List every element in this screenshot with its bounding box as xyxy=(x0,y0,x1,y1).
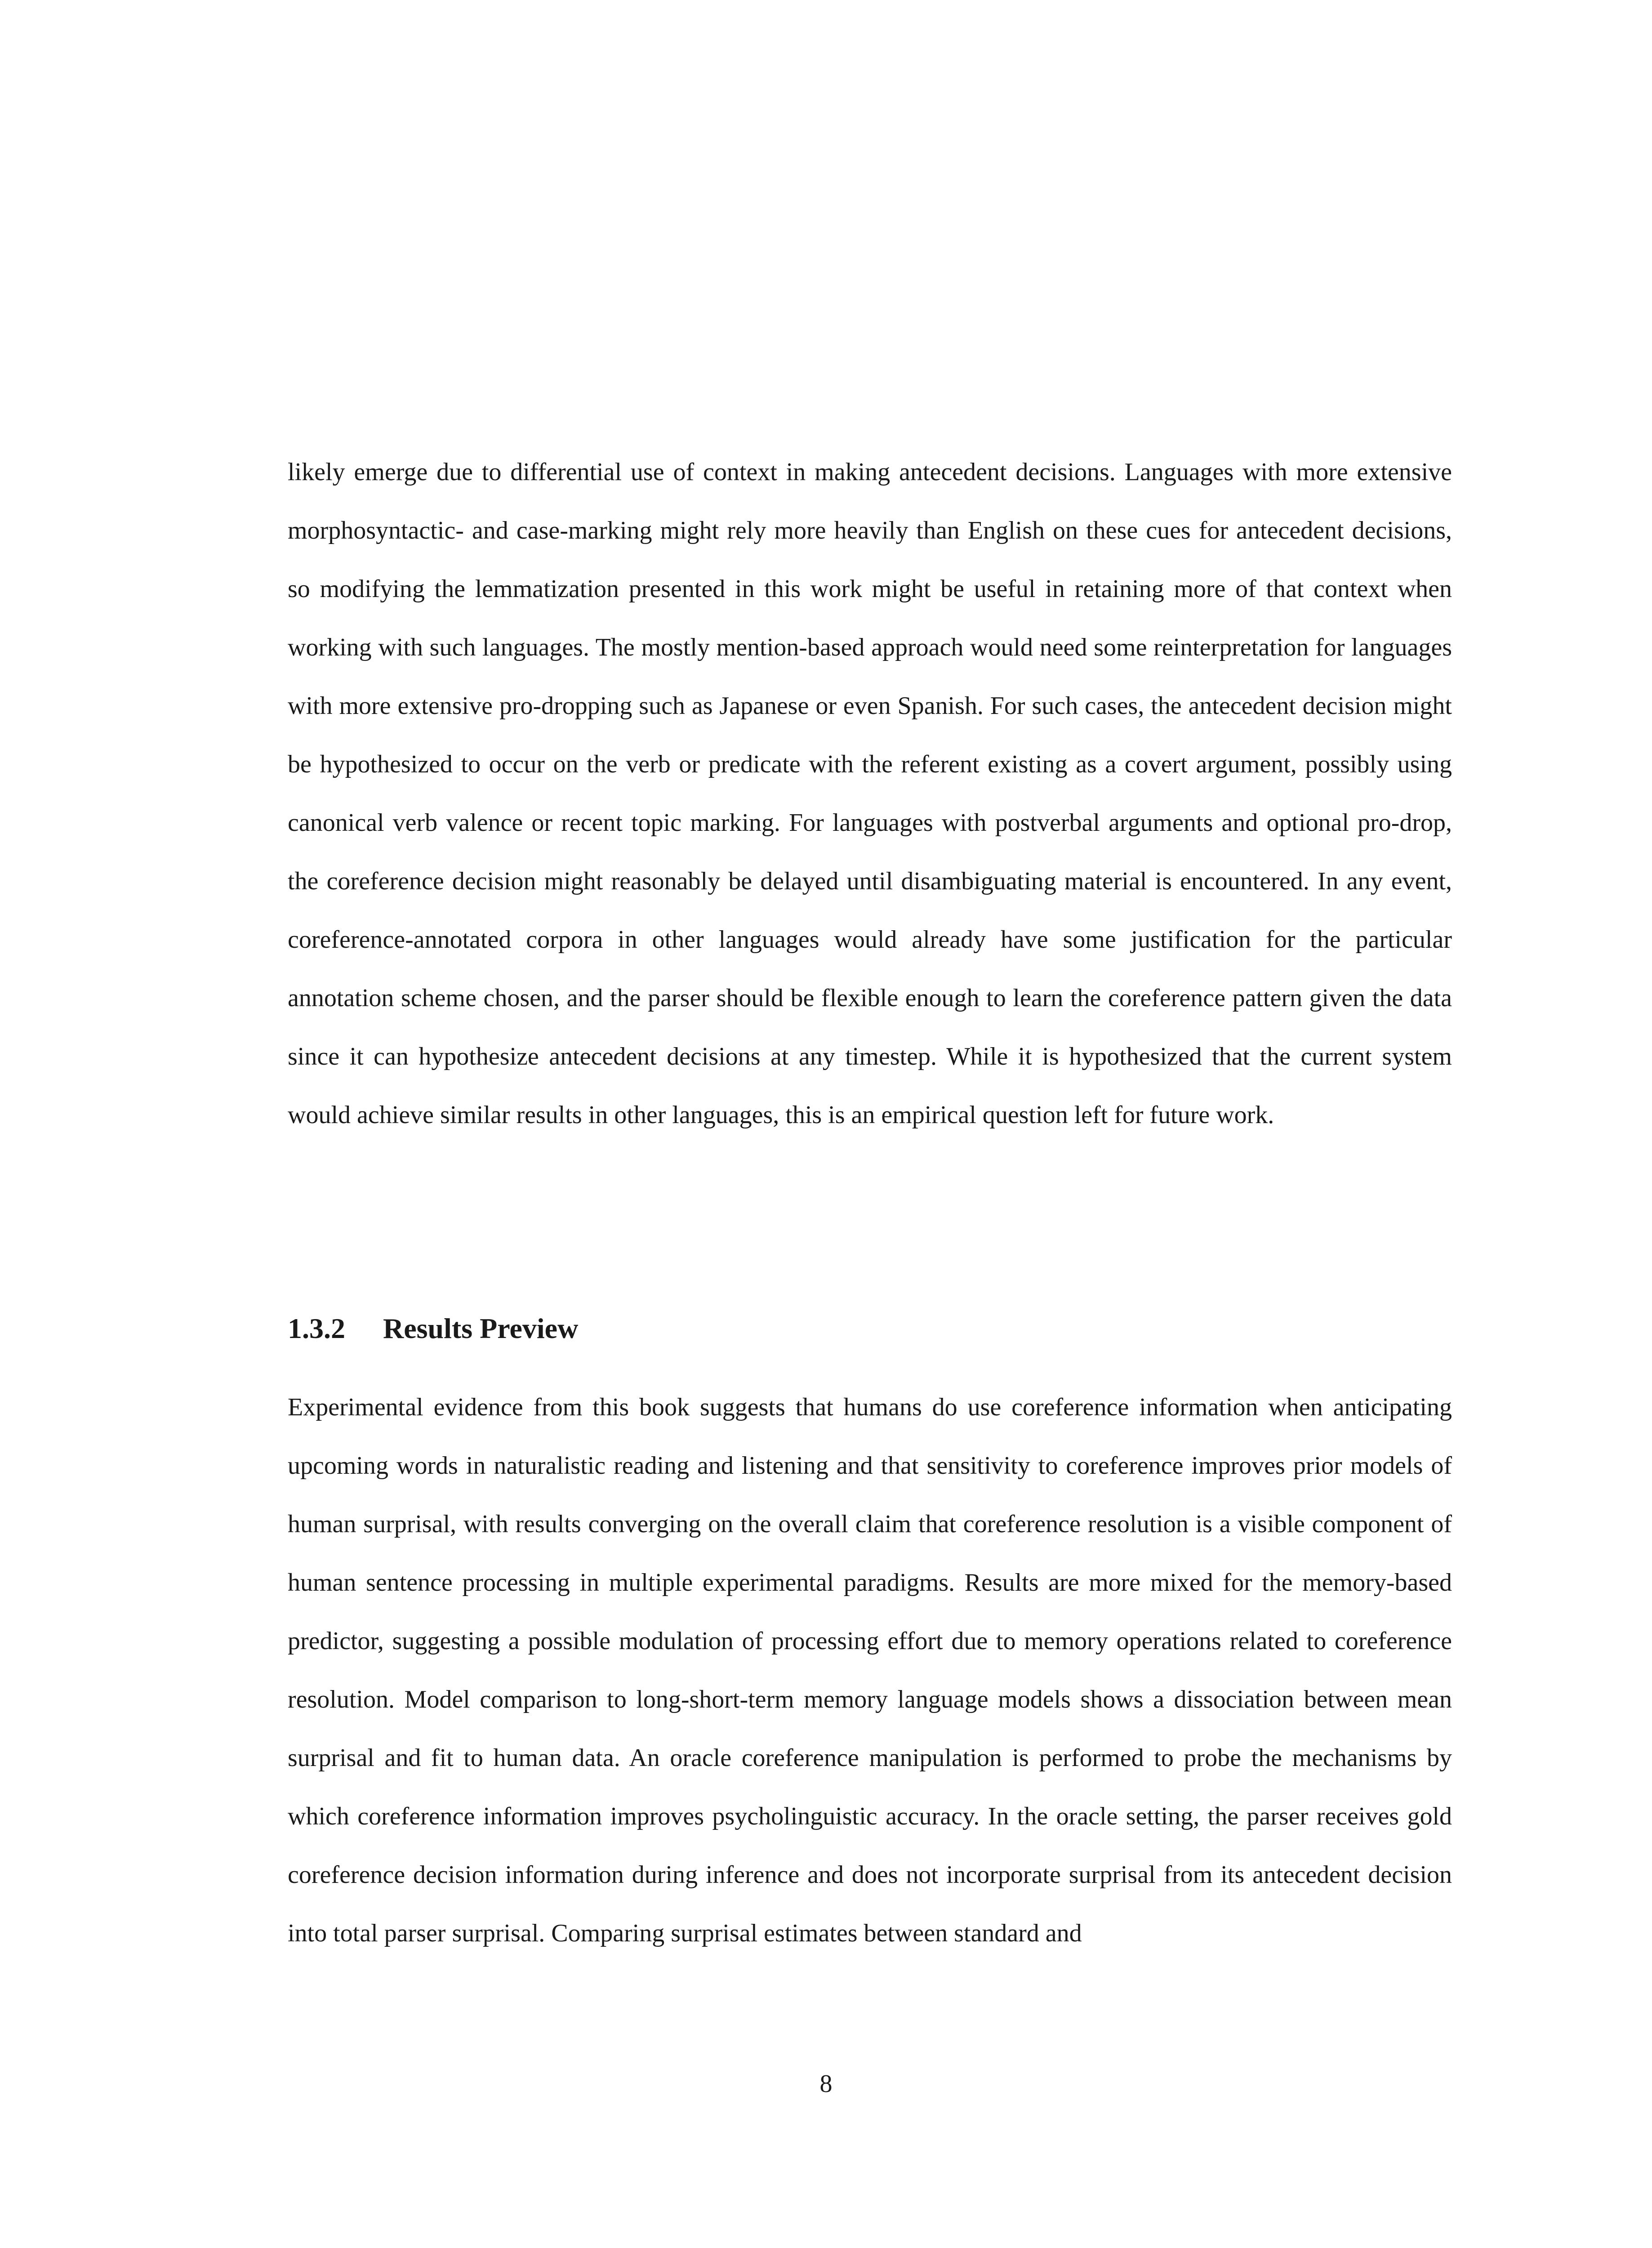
section-title: Results Preview xyxy=(383,1312,579,1344)
body-paragraph-crosslinguistic: likely emerge due to differential use of context in making antecedent decisions. Languages with more extensive morphosyntactic- and case-marking might rely more heavily than English on these cues for antecedent decisions, so modifying the lemmatization presented in this work might be useful in retaining more of that context when working with such languages. The mostly mention-based approach would need some reinterpretation for languages with more extensive pro-dropping such as Japanese or even Spanish. For such cases, the antecedent decision might be hypothesized to occur on the verb or predicate with the referent existing as a covert argument, possibly using canonical verb valence or recent topic marking. For languages with postverbal arguments and optional pro-drop, the coreference decision might reasonably be delayed until disambiguating material is encountered. In any event, coreference-annotated corpora in other languages would already have some justification for the particular annotation scheme chosen, and the parser should be flexible enough to learn the coreference pattern given the data since it can hypothesize antecedent decisions at any timestep. While it is hypothesized that the current system would achieve similar results in other languages, this is an empirical question left for future work. xyxy=(288,458,1452,1129)
page-number: 8 xyxy=(819,2070,833,2098)
section-number: 1.3.2 xyxy=(288,1312,345,1344)
body-paragraph-results-preview: Experimental evidence from this book suggests that humans do use coreference information when anticipating upcoming words in naturalistic reading and listening and that sensitivity to coreference improves prior models of human surprisal, with results converging on the overall claim that coreference resolution is a visible component of human sentence processing in multiple experimental paradigms. Results are more mixed for the memory-based predictor, suggesting a possible modulation of processing effort due to memory operations related to coreference resolution. Model comparison to long-short-term memory language models shows a dissociation between mean surprisal and fit to human data. An oracle coreference manipulation is performed to probe the mechanisms by which coreference information improves psycholinguistic accuracy. In the oracle setting, the parser receives gold coreference decision information during inference and does not incorporate surprisal from its antecedent decision into total parser surprisal. Comparing surprisal estimates between standard and xyxy=(288,1393,1452,1947)
section-heading xyxy=(288,1306,578,1351)
